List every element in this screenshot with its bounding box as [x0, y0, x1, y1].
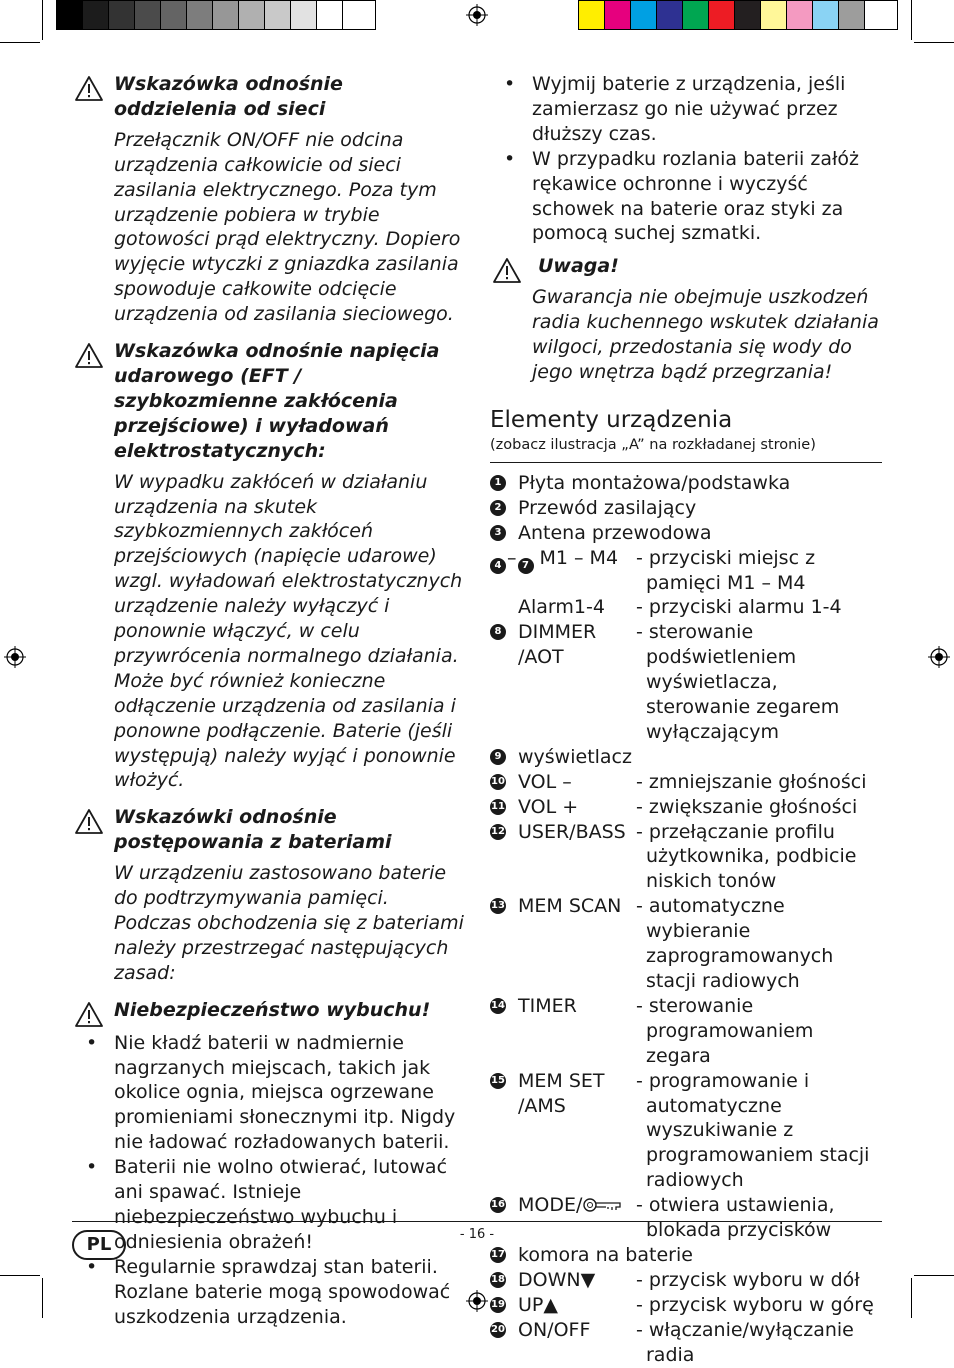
gray-swatch	[239, 1, 265, 29]
crop-mark	[911, 1278, 912, 1318]
component-label: MEM SET /AMS	[518, 1069, 605, 1117]
warning-title: Wskazówki odnośnie postępowania z bateriami	[114, 806, 392, 854]
list-item: • Baterii nie wolno otwierać, lutować ani spawać. Istnieje niebezpieczeństwo wybuchu i odniesienia obrażeń!	[72, 1155, 467, 1255]
warning-body: Przełącznik ON/OFF nie odcina urządzenia całkowicie od sieci zasilania elektrycznego. Poza tym urządzenie pobiera w trybie gotowości prąd elektryczny. Dopiero wyjęcie wtyczki z gniazdka zasilania spowoduje całkowite odcięcie urządzenia od zasilania sieciowego.	[114, 128, 461, 326]
component-description: - włączanie/wyłączanie radia	[636, 1318, 854, 1366]
component-label: ON/OFF	[518, 1318, 591, 1341]
gray-swatch	[83, 1, 109, 29]
gray-swatch	[161, 1, 187, 29]
component-description: - przyciski alarmu 1-4	[636, 596, 842, 619]
component-description: - automatyczne wybieranie zaprogramowanych stacji radiowych	[636, 895, 834, 992]
number-badge: 13	[490, 898, 506, 914]
warning-triangle-icon	[74, 75, 104, 102]
list-item: • Nie kładź baterii w nadmiernie nagrzanych miejscach, takich jak okolice ognia, miejsca ogrzewane promieniami słonecznymi itp. Nigdy nie ładować rozładowanych baterii.	[72, 1031, 467, 1156]
color-swatch	[605, 1, 631, 29]
number-badge: 19	[490, 1297, 506, 1313]
component-label: UP▲	[518, 1293, 558, 1316]
number-badge: 4	[490, 558, 506, 574]
component-description: - zwiększanie głośności	[636, 795, 858, 818]
warning-attention	[490, 254, 882, 385]
component-name: komora na baterie	[518, 1243, 693, 1266]
crop-mark	[42, 1278, 43, 1318]
color-swatch	[839, 1, 865, 29]
component-label: Alarm1-4	[518, 596, 605, 619]
key-icon	[582, 1197, 624, 1213]
crop-mark	[0, 42, 40, 43]
warning-batteries	[72, 805, 467, 985]
number-badge: 11	[490, 799, 506, 815]
component-name: Przewód zasilający	[518, 496, 697, 519]
registration-mark-icon	[928, 646, 950, 668]
warning-title: Wskazówka odnośnie napięcia udarowego (EFT / szybkozmienne zakłócenia przejściowe) i wyładowań elektrostatycznych:	[114, 340, 440, 462]
component-description: - sterowanie podświetleniem wyświetlacza, sterowanie zegarem wyłączającym	[636, 621, 840, 743]
color-swatch	[683, 1, 709, 29]
color-swatch	[709, 1, 735, 29]
crop-mark	[0, 1275, 40, 1276]
number-badge: 15	[490, 1073, 506, 1089]
warning-body: Gwarancja nie obejmuje uszkodzeń radia kuchennego wskutek działania wilgoci, przedostania się wody do jego wnętrza bądź przegrzania!	[532, 286, 879, 383]
component-description: - sterowanie programowaniem zegara	[636, 994, 814, 1067]
number-badge: 16	[490, 1197, 506, 1213]
component-label: M1 – M4	[539, 546, 619, 569]
number-badge: 10	[490, 774, 506, 790]
number-badge: 1	[490, 475, 506, 491]
number-badge: 12	[490, 824, 506, 840]
color-calibration-bar	[578, 0, 898, 30]
number-badge: 17	[490, 1247, 506, 1263]
component-name: Płyta montażowa/podstawka	[518, 471, 791, 494]
gray-calibration-bar	[56, 0, 376, 30]
warning-body: W wypadku zakłóceń w działaniu urządzenia na skutek szybkozmiennych zakłóceń przejściowych (napięcie udarowe) wzgl. wyładowań elektrostatycznych urządzenie należy wyłączyć i ponownie włączyć, w celu przywrócenia normalnego działania. Może być również konieczne odłączenie urządzenia od zasilania i ponowne podłączenie. Baterie (jeśli występują) należy wyjąć i ponownie włożyć.	[114, 470, 463, 792]
gray-swatch	[265, 1, 291, 29]
footer-divider	[72, 1221, 882, 1222]
component-label: VOL +	[518, 795, 579, 818]
color-swatch	[579, 1, 605, 29]
number-badge: 18	[490, 1272, 506, 1288]
range-separator: –	[507, 546, 517, 569]
warning-explosion	[72, 998, 467, 1023]
right-column	[490, 72, 882, 1368]
warning-title: Uwaga!	[538, 255, 619, 278]
warning-triangle-icon	[74, 342, 104, 369]
crop-mark	[914, 1275, 954, 1276]
warning-surge-esd	[72, 339, 467, 793]
crop-mark	[42, 0, 43, 40]
gray-swatch	[317, 1, 343, 29]
color-swatch	[813, 1, 839, 29]
list-item: • W przypadku rozlania baterii załóż rękawice ochronne i wyczyść schowek na baterie oraz styki za pomocą suchej szmatki.	[490, 147, 882, 247]
component-label: DOWN▼	[518, 1268, 596, 1291]
registration-mark-icon	[466, 4, 488, 26]
warning-mains-disconnect	[72, 72, 467, 327]
gray-swatch	[57, 1, 83, 29]
number-badge: 14	[490, 998, 506, 1014]
number-badge: 3	[490, 525, 506, 541]
number-badge: 9	[490, 749, 506, 765]
component-description: - przełączanie profilu użytkownika, podbicie niskich tonów	[636, 820, 857, 893]
warning-body: W urządzeniu zastosowano baterie do podtrzymywania pamięci. Podczas obchodzenia się z bateriami należy przestrzegać następujących zasad:	[114, 862, 464, 984]
warning-triangle-icon	[492, 257, 522, 284]
language-badge: PL	[72, 1230, 126, 1260]
component-label: MODE/	[518, 1194, 583, 1217]
component-name: wyświetlacz	[518, 745, 632, 768]
component-description: - otwiera ustawienia, blokada przycisków	[636, 1194, 835, 1242]
gray-swatch	[135, 1, 161, 29]
component-description: - przyciski miejsc z pamięci M1 – M4	[636, 546, 816, 594]
color-swatch	[761, 1, 787, 29]
component-label: MEM SCAN	[518, 895, 622, 918]
component-label: TIMER	[518, 994, 577, 1017]
component-description: - zmniejszanie głośności	[636, 770, 867, 793]
component-label: USER/BASS	[518, 820, 626, 843]
left-column	[72, 72, 467, 1330]
crop-mark	[911, 0, 912, 40]
crop-mark	[914, 42, 954, 43]
component-label: VOL –	[518, 770, 572, 793]
section-subtitle: (zobacz ilustracja „A” na rozkładanej stronie)	[490, 436, 816, 453]
warning-title: Niebezpieczeństwo wybuchu!	[114, 998, 431, 1021]
component-name: Antena przewodowa	[518, 521, 712, 544]
color-swatch	[657, 1, 683, 29]
component-description: - programowanie i automatyczne wyszukiwanie z programowaniem stacji radiowych	[636, 1069, 870, 1192]
gray-swatch	[213, 1, 239, 29]
color-swatch	[787, 1, 813, 29]
gray-swatch	[291, 1, 317, 29]
number-badge: 2	[490, 500, 506, 516]
divider	[490, 462, 882, 463]
list-item: • Regularnie sprawdzaj stan baterii. Rozlane baterie mogą spowodować uszkodzenia urządzenia.	[72, 1255, 467, 1330]
battery-bullet-list	[72, 1031, 467, 1330]
warning-triangle-icon	[74, 1001, 104, 1028]
gray-swatch	[109, 1, 135, 29]
color-swatch	[735, 1, 761, 29]
page-number: - 16 -	[459, 1227, 495, 1242]
registration-mark-icon	[4, 646, 26, 668]
number-badge: 20	[490, 1322, 506, 1338]
number-badge: 8	[490, 624, 506, 640]
number-badge: 7	[518, 558, 534, 574]
component-label: DIMMER /AOT	[518, 621, 597, 669]
component-description: - przycisk wyboru w dół	[636, 1268, 860, 1291]
battery-bullet-list-continued	[490, 72, 882, 246]
color-swatch	[631, 1, 657, 29]
list-item: • Wyjmij baterie z urządzenia, jeśli zamierzasz go nie używać przez dłuższy czas.	[490, 72, 882, 147]
gray-swatch	[187, 1, 213, 29]
component-description: - przycisk wyboru w górę	[636, 1293, 874, 1316]
warning-triangle-icon	[74, 808, 104, 835]
warning-title: Wskazówka odnośnie oddzielenia od sieci	[114, 73, 343, 120]
registration-mark-icon	[466, 1290, 488, 1312]
section-title: Elementy urządzenia	[490, 406, 733, 433]
